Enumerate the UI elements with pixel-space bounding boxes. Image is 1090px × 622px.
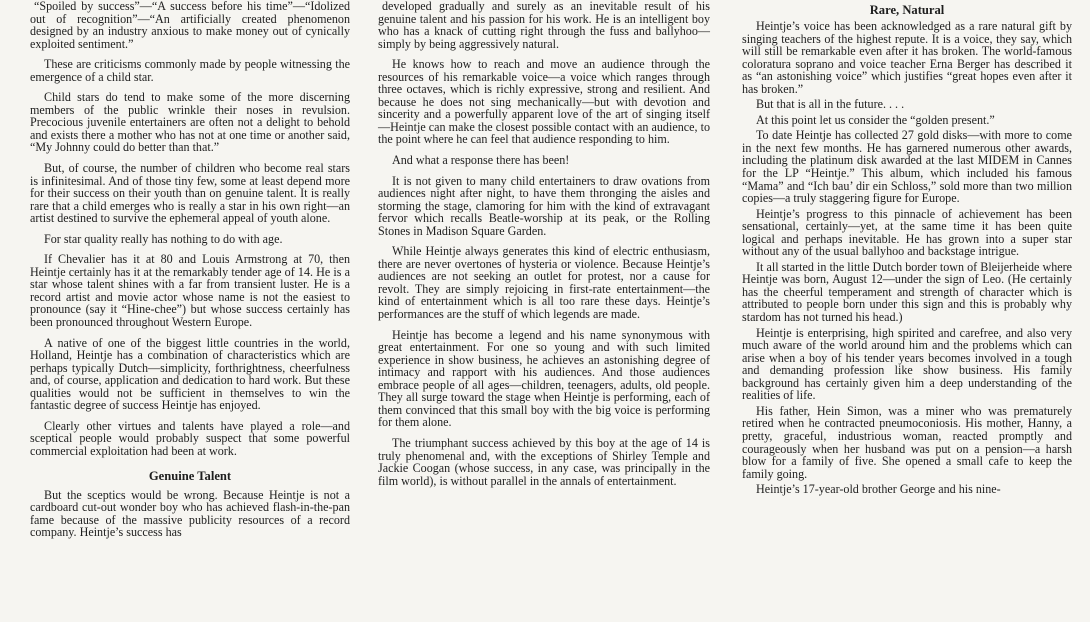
paragraph: “Spoiled by success”—“A success before his time”—“Idolized out of recognition”—“An artificially created phenomenon designed by an industry anxious to make money out of cynically exploited sentiment.” [30,0,350,51]
column-3 [742,0,1072,499]
paragraph: It is not given to many child entertainers to draw ovations from audiences night after night, to have them thronging the aisles and storming the stage, clamoring for him with the kind of extravagant fervor which recalls Beatle-worship at its peak, or the Rolling Stones in Madison Square Garden. [378,173,710,238]
paragraph: If Chevalier has it at 80 and Louis Armstrong at 70, then Heintje certainly has it at the remarkably tender age of 14. He is a star whose talent shines with a far from transient luster. He is a record artist and movie actor whose name is not the easiest to pronounce (say it “Hine-chee”) but whose success certainly has been pronounced throughout Western Europe. [30,252,350,330]
section-heading-genuine-talent: Genuine Talent [148,468,232,483]
paragraph: At this point let us consider the “golden present.” [756,112,995,127]
paragraph: His father, Hein Simon, was a miner who was prematurely retired when he contracted pneumoconiosis. His mother, Hanny, a pretty, graceful, industrious woman, reacted promptly and courageously when her husband was put on a pension—a harsh blow for a family of five. She opened a small cafe to keep the family going. [742,403,1072,481]
paragraph: To date Heintje has collected 27 gold disks—with more to come in the next few months. He has garnered numerous other awards, including the platinum disk awarded at the last MIDEM in Cannes for the LP “Heintje.” This album, which included his famous “Mama” and “Ich bau’ dir ein Schloss,” sold more than two million copies—a truly staggering figure for Europe. [742,128,1072,206]
paragraph: It all started in the little Dutch border town of Bleijerheide where Heintje was born, August 12—under the sign of Leo. (He certainly has the cheerful temperament and strength of character which is attributed to people born under this sign and this is probably why stardom has not turned his head.) [742,259,1072,325]
paragraph: And what a response there has been! [392,153,570,168]
paragraph: Heintje’s 17-year-old brother George and his nine- [756,482,1001,497]
paragraph: The triumphant success achieved by this boy at the age of 14 is truly phenomenal and, with the exceptions of Shirley Temple and Jackie Coogan (whose success, in any case, was principally in the film world), is without parallel in the annals of entertainment. [378,435,710,488]
column-2 [378,0,710,495]
paragraph: Heintje’s progress to this pinnacle of achievement has been sensational, certainly—yet, at the same time it has been quite logical and perhaps inevitable. He has grown into a super star without any of the usual ballyhoo and backstage intrigue. [742,206,1072,259]
paragraph: Clearly other virtues and talents have played a role—and sceptical people would probably suspect that some powerful commercial exploitation had been at work. [30,418,350,458]
paragraph: While Heintje always generates this kind of electric enthusiasm, there are never overtones of hysteria or violence. Because Heintje’s audiences are not seeking an outlet for protest, nor a cause for revolt. They are simply rejoicing in first-rate entertainment—the kind of entertainment which is all too rare these days. Heintje’s performances are the stuff of which legends are made. [378,244,710,322]
paragraph: Heintje has become a legend and his name synonymous with great entertainment. For one so young and with such limited experience in show business, he achieves an astonishing degree of intimacy and rapport with his audiences. And those audiences embrace people of all ages—children, teenagers, adults, old people. They all surge toward the stage when Heintje is performing, each of them convinced that this small boy with the big voice is performing for them alone. [378,327,710,430]
paragraph: developed gradually and surely as an inevitable result of his genuine talent and his passion for his work. He is an intelligent boy who has a knack of cutting right through the fuss and ballyhoo—simply by being aggressively natural. [378,0,710,51]
paragraph: But the sceptics would be wrong. Because Heintje is not a cardboard cut-out wonder boy who has achieved flash-in-the-pan fame because of the massive publicity resources of a record company. Heintje’s success has [30,487,350,540]
paragraph: But that is all in the future. . . . [756,97,905,112]
paragraph: Child stars do tend to make some of the more discerning members of the public wrinkle their noses in revulsion. Precocious juvenile entertainers are often not a delight to behold and exists there a mother who has not at one time or another said, “My Johnny could do better than that.” [30,90,350,155]
paragraph: For star quality really has nothing to do with age. [44,231,283,246]
paragraph: Heintje’s voice has been acknowledged as a rare natural gift by singing teachers of the highest repute. It is a voice, they say, which will still be remarkable even after it has broken. The world-famous coloratura soprano and voice teacher Erna Berger has described it as “an astonishing voice” which justifies “great hopes even after it has broken.” [742,19,1072,96]
paragraph: These are criticisms commonly made by people witnessing the emergence of a child star. [30,57,350,84]
column-1 [30,0,350,547]
paragraph: A native of one of the biggest little countries in the world, Holland, Heintje has a combination of characteristics which are perhaps typically Dutch—simplicity, forthrightness, cheerfulness and, of course, application and dedication to hard work. But these qualities would not be sufficient in themselves to win the fantastic degree of success Heintje has enjoyed. [30,335,350,413]
paragraph: But, of course, the number of children who become real stars is infinitesimal. And of those tiny few, some at least depend more for their success on their youth than on genuine talent. It is really rare that a child emerges who is really a star in his own right—an artist destined to survive the ephemeral appeal of youth alone. [30,161,350,226]
section-heading-rare-natural: Rare, Natural [869,3,945,17]
paragraph: He knows how to reach and move an audience through the resources of his remarkable voice—a voice which ranges through three octaves, which is richly expressive, strong and resilient. And because he does not sing mechanically—but with devotion and sincerity and a powerfully apparent love of the art of singing itself—Heintje can make the closest possible contact with an audience, to the point where he can feel that audience responding to him. [378,57,710,147]
paragraph: Heintje is enterprising, high spirited and carefree, and also very much aware of the world around him and the problems which can arise when a boy of his tender years becomes involved in a tough and demanding profession like show business. His family background has certainly given him a deep understanding of the realities of life. [742,325,1072,403]
